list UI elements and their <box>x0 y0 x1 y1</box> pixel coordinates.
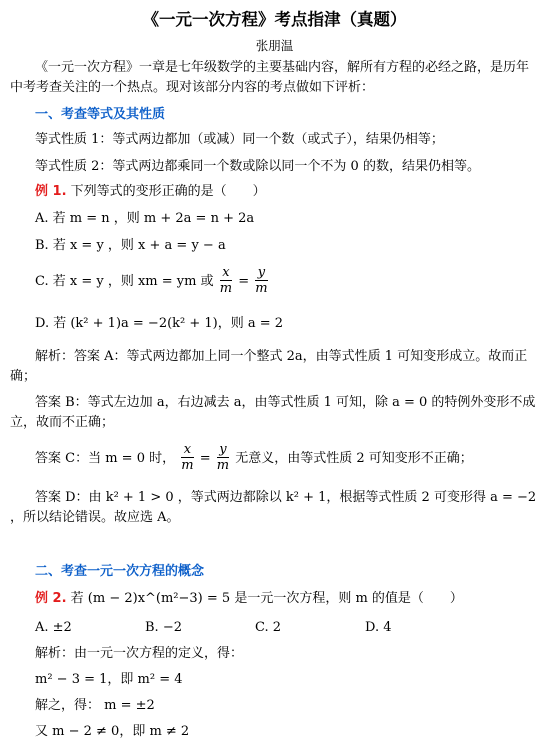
equals-sign: = <box>238 274 250 289</box>
fraction-denominator: m <box>181 458 194 473</box>
section-1-heading: 一、考查等式及其性质 <box>35 107 166 122</box>
option-d: D. 4 <box>365 620 392 635</box>
solution-step-3: 又 m − 2 ≠ 0，即 m ≠ 2 <box>35 724 190 739</box>
analysis-c <box>35 443 539 475</box>
fraction-y-over-m <box>255 266 267 297</box>
option-c <box>35 266 539 298</box>
example-1-text: 下列等式的变形正确的是（ ） <box>70 184 266 199</box>
equals-sign: = <box>199 451 211 466</box>
section-2-heading: 二、考查一元一次方程的概念 <box>35 564 205 579</box>
fraction-numerator: x <box>220 266 232 281</box>
example-2-label: 例 2. <box>35 591 67 606</box>
option-b: B. 若 x = y ，则 x + a = y − a <box>35 238 226 253</box>
fraction-x-over-m <box>181 443 193 474</box>
option-c-text: C. 若 x = y ，则 xm = ym 或 <box>35 274 214 289</box>
example-2-options <box>35 618 539 638</box>
fraction-numerator: x <box>181 443 193 458</box>
fraction-denominator: m <box>216 458 230 473</box>
author-name: 张朋温 <box>255 38 294 53</box>
fraction-y-over-m <box>217 443 229 474</box>
option-a: A. 若 m = n ，则 m + 2a = n + 2a <box>35 211 255 226</box>
document-title: 《一元一次方程》考点指津（真题） <box>142 10 407 29</box>
example-1-label: 例 1. <box>35 184 67 199</box>
fraction-denominator: m <box>255 281 268 296</box>
property-1: 等式性质 1：等式两边都加（或减）同一个数（或式子），结果仍相等； <box>35 132 444 147</box>
example-2 <box>35 589 539 609</box>
analysis-b: 答案 B：等式左边加 a，右边减去 a，由等式性质 1 可知，除 a = 0 的特例外变形不成立，故而不正确； <box>10 395 536 430</box>
fraction-x-over-m <box>220 266 232 297</box>
example-1 <box>35 182 539 202</box>
analysis-d: 答案 D：由 k² + 1 > 0 ，等式两边都除以 k² + 1，根据等式性质 2 可变形得 a = −2 ，所以结论错误。故应选 A。 <box>10 490 537 525</box>
fraction-numerator: y <box>255 266 267 281</box>
property-2: 等式性质 2：等式两边都乘同一个数或除以同一个不为 0 的数，结果仍相等。 <box>35 159 480 174</box>
solution-step-2: 解之，得： m = ±2 <box>35 698 155 713</box>
analysis-c-suffix: 无意义，由等式性质 2 可知变形不正确； <box>235 451 473 466</box>
option-c: C. 2 <box>255 620 282 635</box>
analysis-c-prefix: 答案 C：当 m = 0 时， <box>35 451 176 466</box>
example-2-text: 若 (m − 2)x^(m²−3) = 5 是一元一次方程，则 m 的值是（ ） <box>70 591 463 606</box>
solution-step-1: m² − 3 = 1，即 m² = 4 <box>35 672 183 687</box>
option-a: A. ±2 <box>35 620 72 635</box>
analysis-2: 解析：由一元一次方程的定义，得： <box>35 646 244 661</box>
intro-paragraph: 《一元一次方程》一章是七年级数学的主要基础内容，解所有方程的必经之路，是历年中考考查关注的一个热点。现对该部分内容的考点做如下评析： <box>10 60 530 95</box>
fraction-numerator: y <box>217 443 229 458</box>
option-d: D. 若 (k² + 1)a = −2(k² + 1)，则 a = 2 <box>35 316 284 331</box>
option-b: B. −2 <box>145 620 182 635</box>
analysis-a: 解析：答案 A：等式两边都加上同一个整式 2a，由等式性质 1 可知变形成立。故而正确； <box>10 349 528 384</box>
fraction-denominator: m <box>219 281 233 296</box>
